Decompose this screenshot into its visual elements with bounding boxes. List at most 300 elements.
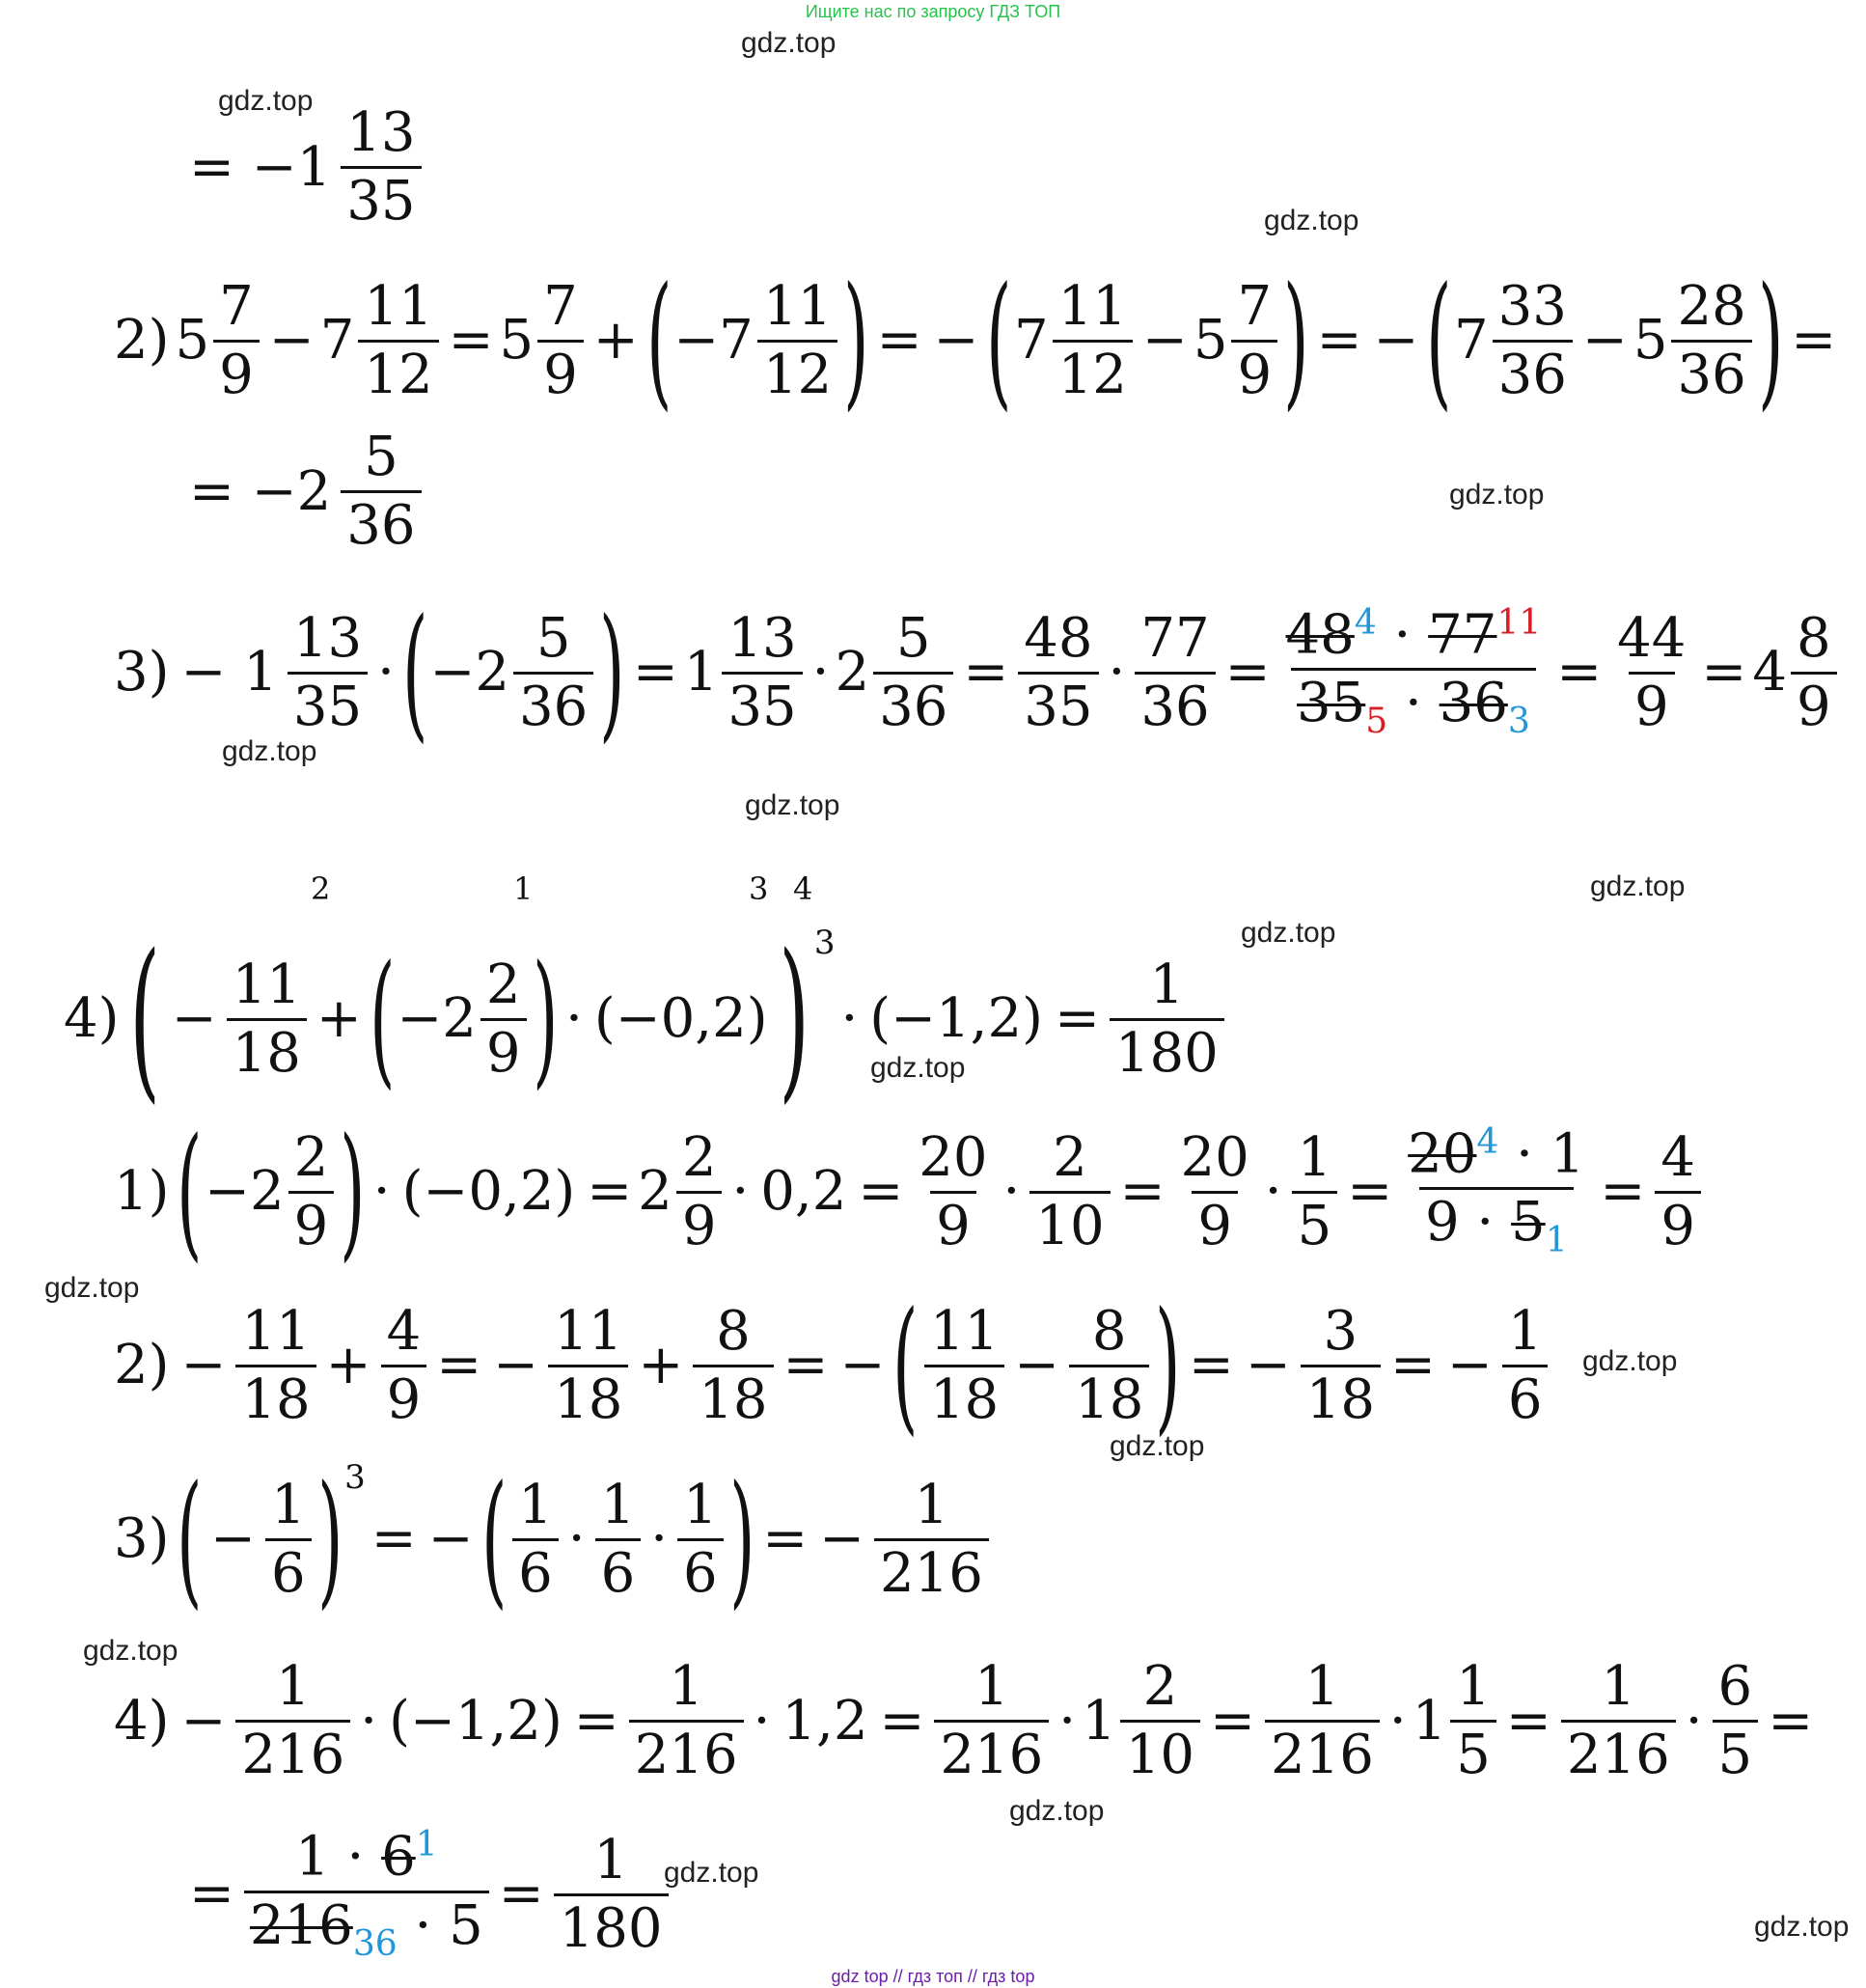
denominator: 18 (1301, 1365, 1381, 1427)
step-label: 2) (114, 309, 170, 372)
operator: · (372, 1160, 391, 1223)
fraction (1292, 1125, 1338, 1257)
paren-close: ) (1155, 1282, 1181, 1450)
term: 1 (1550, 1122, 1585, 1186)
paren-open: ( (480, 1455, 508, 1623)
numerator: 1 (1601, 1655, 1636, 1718)
numerator: 1 (1297, 1125, 1332, 1189)
numerator: 1 (1456, 1655, 1491, 1718)
operator: = (858, 1160, 904, 1223)
operator: = (436, 1334, 482, 1396)
paren-close: ) (599, 589, 625, 757)
whole: 5 (1633, 309, 1668, 372)
fraction (358, 274, 438, 406)
numerator: 8 (716, 1299, 751, 1363)
fraction (341, 426, 421, 557)
term: (−0,2) (401, 1160, 576, 1223)
fraction (1231, 274, 1277, 406)
operator: · (1404, 672, 1422, 735)
operator: · (1685, 1689, 1703, 1753)
whole: 2 (638, 1160, 672, 1223)
reduced-number: 1 (415, 1825, 438, 1864)
denominator: 9 (537, 340, 584, 402)
numerator: 33 (1497, 274, 1567, 338)
order-hint: 1 (513, 870, 534, 907)
fraction (924, 1299, 1004, 1431)
whole: 7 (1454, 309, 1489, 372)
step-label: 1) (114, 1160, 170, 1223)
step-label: 3) (114, 1507, 170, 1570)
operator: = (1600, 1160, 1646, 1223)
fraction (1265, 1655, 1380, 1786)
operator: · (414, 1893, 432, 1957)
equation-line-6 (108, 1108, 1705, 1276)
paren-close: ) (1283, 257, 1309, 425)
cancelled-number: 35 (1297, 672, 1366, 735)
operator: = (573, 1689, 619, 1753)
denominator: 216 (874, 1538, 989, 1601)
numerator: 1 (669, 1655, 703, 1718)
fraction (288, 606, 368, 738)
operator: − (427, 1507, 474, 1570)
operator: − (268, 309, 315, 372)
denominator: 35 (722, 672, 802, 734)
numerator: 11 (762, 274, 833, 338)
denominator: 36 (513, 672, 593, 734)
numerator: 11 (1057, 274, 1127, 338)
operator: = (1768, 1689, 1814, 1753)
numerator: 11 (241, 1299, 311, 1363)
denominator: 9 (1231, 340, 1277, 402)
paren-close: ) (340, 1108, 366, 1276)
paren-open: ( (402, 589, 428, 757)
denominator: 6 (512, 1538, 559, 1601)
operator: + (592, 309, 639, 372)
whole: −2 (205, 1160, 285, 1223)
cancel-fraction (244, 1825, 489, 1964)
operator: = (189, 1863, 234, 1926)
operator: = (876, 309, 922, 372)
fraction (513, 606, 593, 738)
denominator: 36 (1493, 340, 1573, 402)
reduced-number: 4 (1476, 1121, 1499, 1162)
fraction (1029, 1125, 1110, 1257)
operator: − (493, 1334, 539, 1396)
numerator: 2 (1142, 1655, 1178, 1718)
fraction (874, 1473, 989, 1605)
term: 0,2 (760, 1160, 847, 1223)
whole: 7 (319, 309, 355, 372)
reduced-number: 36 (352, 1923, 398, 1964)
numerator: 1 (1149, 953, 1185, 1016)
fraction (235, 1299, 316, 1431)
operator: = (1316, 309, 1362, 372)
equation-line-9 (108, 1655, 1819, 1786)
numerator: 5 (535, 606, 571, 670)
paren-close: ) (728, 1455, 755, 1623)
operator: + (325, 1334, 371, 1396)
watermark: gdz.top (44, 1272, 140, 1304)
operator: = (762, 1507, 809, 1570)
paren-open: ( (129, 918, 161, 1119)
paren-open: ( (1426, 257, 1452, 425)
denominator: 18 (1069, 1365, 1149, 1427)
fraction (265, 1473, 312, 1605)
whole: 5 (175, 309, 210, 372)
operator: · (1002, 1160, 1021, 1223)
term: (−1,2) (389, 1689, 563, 1753)
watermark: gdz.top (1582, 1345, 1678, 1377)
operator: = (448, 309, 494, 372)
term: 1 (295, 1825, 330, 1889)
operator: = (782, 1334, 829, 1396)
top-banner: Ищите нас по запросу ГДЗ ТОП (805, 2, 1061, 21)
denominator: 216 (629, 1720, 744, 1782)
fraction (341, 101, 421, 233)
operator: · (753, 1689, 771, 1753)
whole: 4 (1752, 641, 1787, 704)
denominator: 9 (930, 1191, 976, 1254)
term: 1,2 (782, 1689, 868, 1753)
denominator: 9 (1655, 1191, 1701, 1254)
paren-close: ) (532, 935, 558, 1103)
operator: − (171, 987, 217, 1050)
operator: · (360, 1689, 378, 1753)
numerator: 1 (276, 1655, 311, 1718)
fraction (722, 606, 802, 738)
operator: − (819, 1507, 865, 1570)
denominator: 35 (341, 166, 421, 229)
denominator: 5 (1292, 1191, 1338, 1254)
denominator: 35 (288, 672, 368, 734)
operator: · (567, 1507, 586, 1570)
cancelled-number: 6 (381, 1825, 416, 1889)
fraction (227, 953, 307, 1085)
term: (−0,2) (593, 987, 768, 1050)
reduced-number: 3 (1507, 702, 1530, 742)
denominator: 36 (1135, 672, 1215, 734)
denominator: 180 (1110, 1018, 1224, 1081)
denominator: 9 (381, 1365, 427, 1427)
operator: + (316, 987, 362, 1050)
term: 5 (449, 1893, 483, 1957)
whole: −2 (429, 641, 510, 704)
numerator: 2 (1053, 1125, 1087, 1189)
numerator: 2 (485, 953, 521, 1016)
numerator: 2 (681, 1125, 717, 1189)
operator: = (1505, 1689, 1551, 1753)
step-label: 4) (114, 1689, 170, 1753)
fraction (595, 1473, 642, 1605)
reduced-number: 5 (1365, 702, 1388, 742)
operator: = (963, 641, 1009, 704)
numerator: 3 (1323, 1299, 1358, 1363)
numerator: 1 (914, 1473, 949, 1536)
equation-line-3 (183, 426, 425, 557)
term: 9 (1424, 1191, 1460, 1255)
operator: + (638, 1334, 684, 1396)
fraction (1069, 1299, 1149, 1431)
operator: = (1188, 1334, 1234, 1396)
denominator: 35 (1018, 672, 1098, 734)
cancel-fraction (1280, 602, 1548, 742)
equation-line-5 (58, 918, 1228, 1119)
fraction (1301, 1299, 1381, 1431)
paren-open: ( (177, 1108, 203, 1276)
fraction (1655, 1125, 1701, 1257)
fraction (554, 1828, 669, 1960)
fraction (1018, 606, 1098, 738)
operator: = (1556, 641, 1603, 704)
operator: = (879, 1689, 925, 1753)
operator: − (1245, 1334, 1291, 1396)
numerator: 6 (1717, 1655, 1753, 1718)
denominator: 18 (235, 1365, 316, 1427)
numerator: 5 (364, 426, 398, 488)
equation-line-2 (108, 257, 1842, 425)
whole: 2 (835, 641, 870, 704)
fraction (676, 1125, 723, 1257)
numerator: 13 (346, 101, 416, 164)
fraction (1502, 1299, 1549, 1431)
operator: − (1014, 1334, 1060, 1396)
denominator: 6 (1502, 1365, 1549, 1427)
numerator: 7 (219, 274, 254, 338)
operator: − (933, 309, 979, 372)
operator: · (1476, 1191, 1495, 1255)
whole: 1 (1412, 1689, 1447, 1753)
whole: 1 (1082, 1689, 1116, 1753)
denominator: 9 (213, 340, 260, 402)
denominator: 216 (235, 1720, 350, 1782)
operator: − (180, 1334, 227, 1396)
numerator: 1 (600, 1473, 636, 1536)
numerator: 20 (1180, 1125, 1249, 1189)
fraction (1493, 274, 1573, 406)
denominator: 216 (1561, 1720, 1676, 1782)
watermark: gdz.top (741, 27, 837, 59)
numerator: 1 (1507, 1299, 1543, 1363)
numerator: 11 (554, 1299, 623, 1363)
numerator: 7 (1237, 274, 1273, 338)
numerator: 4 (1660, 1125, 1695, 1189)
numerator: 13 (292, 606, 363, 670)
denominator: 5 (1450, 1720, 1496, 1782)
denominator: 216 (1265, 1720, 1380, 1782)
step-label: 2) (114, 1334, 170, 1396)
operator: · (377, 641, 395, 704)
operator: · (1058, 1689, 1077, 1753)
bottom-banner: gdz top // гдз топ // гдз top (831, 1967, 1035, 1986)
operator: · (731, 1160, 750, 1223)
whole: 7 (1013, 309, 1049, 372)
operator: = (1210, 1689, 1255, 1753)
paren-open: ( (177, 1455, 203, 1623)
paren-close: ) (778, 918, 810, 1119)
order-hint: 4 (793, 870, 813, 907)
numerator: 20 (919, 1125, 988, 1189)
numerator: 8 (1796, 606, 1831, 670)
numerator: 7 (543, 274, 578, 338)
exponent: 3 (344, 1458, 366, 1497)
operator: · (840, 987, 859, 1050)
watermark: gdz.top (1449, 479, 1545, 511)
step-label: 3) (114, 641, 170, 704)
denominator: 9 (480, 1018, 527, 1081)
denominator: 9 (1192, 1191, 1238, 1254)
expr-text: = −2 (189, 459, 332, 523)
denominator: 6 (265, 1538, 312, 1601)
watermark: gdz.top (218, 85, 314, 117)
operator: = (1347, 1160, 1393, 1223)
order-hint: 2 (311, 870, 331, 907)
operator: = (498, 1863, 544, 1926)
cancelled-number: 77 (1428, 603, 1497, 667)
operator: = (1224, 641, 1271, 704)
paren-open: ( (986, 257, 1012, 425)
operator: − (1141, 309, 1188, 372)
operator: · (1516, 1122, 1533, 1186)
numerator: 44 (1617, 606, 1687, 670)
whole: 5 (1193, 309, 1228, 372)
operator: = (1390, 1334, 1436, 1396)
denominator: 12 (757, 340, 837, 402)
whole: − 1 (180, 641, 278, 704)
watermark: gdz.top (1264, 205, 1359, 236)
numerator: 28 (1677, 274, 1746, 338)
fraction (1671, 274, 1751, 406)
cancelled-number: 20 (1408, 1122, 1477, 1186)
operator: · (811, 641, 830, 704)
operator: − (180, 1689, 227, 1753)
fraction (381, 1299, 427, 1431)
denominator: 10 (1120, 1720, 1200, 1782)
numerator: 1 (974, 1655, 1009, 1718)
fraction (693, 1299, 773, 1431)
denominator: 18 (693, 1365, 773, 1427)
denominator: 12 (1053, 340, 1133, 402)
fraction (213, 274, 260, 406)
cancel-fraction (1402, 1121, 1590, 1261)
operator: = (632, 641, 678, 704)
operator: = (587, 1160, 633, 1223)
denominator: 10 (1029, 1191, 1110, 1254)
fraction (288, 1125, 335, 1257)
cancelled-number: 36 (1439, 672, 1508, 735)
denominator: 6 (595, 1538, 642, 1601)
reduced-number: 4 (1354, 602, 1377, 643)
denominator: 5 (1713, 1720, 1759, 1782)
paren-close: ) (1757, 257, 1784, 425)
fraction (1791, 606, 1837, 738)
denominator: 6 (677, 1538, 724, 1601)
operator: − (1581, 309, 1628, 372)
operator: · (650, 1507, 669, 1570)
paren-close: ) (316, 1455, 343, 1623)
denominator: 9 (676, 1191, 723, 1254)
operator: · (565, 987, 583, 1050)
cancelled-number: 48 (1285, 603, 1355, 667)
denominator: 12 (358, 340, 438, 402)
operator: = (1701, 641, 1747, 704)
whole: 1 (683, 641, 719, 704)
operator: · (1264, 1160, 1282, 1223)
watermark: gdz.top (1754, 1911, 1850, 1943)
denominator: 216 (934, 1720, 1049, 1782)
fraction (480, 953, 527, 1085)
fraction (757, 274, 837, 406)
numerator: 1 (1304, 1655, 1340, 1718)
operator: = (1119, 1160, 1166, 1223)
watermark: gdz.top (870, 1052, 966, 1084)
operator: · (1393, 603, 1412, 667)
exponent: 3 (813, 924, 836, 962)
term: (−1,2) (869, 987, 1043, 1050)
operator: · (1108, 641, 1126, 704)
numerator: 8 (1091, 1299, 1127, 1363)
fraction (913, 1125, 993, 1257)
operator: − (1373, 309, 1419, 372)
operator: − (839, 1334, 886, 1396)
fraction (1611, 606, 1691, 738)
operator: = (370, 1507, 417, 1570)
fraction (1561, 1655, 1676, 1786)
equation-line-10 (183, 1825, 672, 1964)
watermark: gdz.top (1110, 1430, 1205, 1462)
whole: 5 (499, 309, 535, 372)
paren-open: ( (369, 935, 396, 1103)
whole: −2 (397, 987, 477, 1050)
denominator: 36 (1671, 340, 1751, 402)
fraction (873, 606, 953, 738)
denominator: 36 (341, 490, 421, 553)
operator: − (210, 1507, 256, 1570)
numerator: 5 (895, 606, 931, 670)
denominator: 36 (873, 672, 953, 734)
numerator: 1 (270, 1473, 306, 1536)
whole: −7 (673, 309, 754, 372)
numerator: 13 (727, 606, 797, 670)
watermark: gdz.top (745, 789, 840, 821)
numerator: 1 (518, 1473, 553, 1536)
fraction (1135, 606, 1215, 738)
numerator: 11 (364, 274, 433, 338)
paren-open: ( (645, 257, 672, 425)
operator: · (346, 1825, 365, 1889)
denominator: 18 (227, 1018, 307, 1081)
numerator: 48 (1024, 606, 1093, 670)
order-hint: 3 (749, 870, 769, 907)
numerator: 77 (1140, 606, 1210, 670)
equation-line-8 (108, 1455, 993, 1623)
expr-text: = −1 (189, 135, 332, 199)
step-label: 4) (64, 987, 120, 1050)
denominator: 9 (1629, 672, 1675, 734)
operator: = (1054, 987, 1100, 1050)
fraction (934, 1655, 1049, 1786)
fraction (677, 1473, 724, 1605)
fraction (1713, 1655, 1759, 1786)
numerator: 1 (683, 1473, 718, 1536)
cancelled-number: 5 (1511, 1191, 1546, 1255)
watermark: gdz.top (664, 1857, 759, 1889)
operator: − (1446, 1334, 1493, 1396)
paren-open: ( (892, 1282, 919, 1450)
cancelled-number: 216 (249, 1893, 353, 1957)
watermark: gdz.top (1009, 1795, 1105, 1827)
numerator: 4 (386, 1299, 422, 1363)
fraction (1120, 1655, 1200, 1786)
